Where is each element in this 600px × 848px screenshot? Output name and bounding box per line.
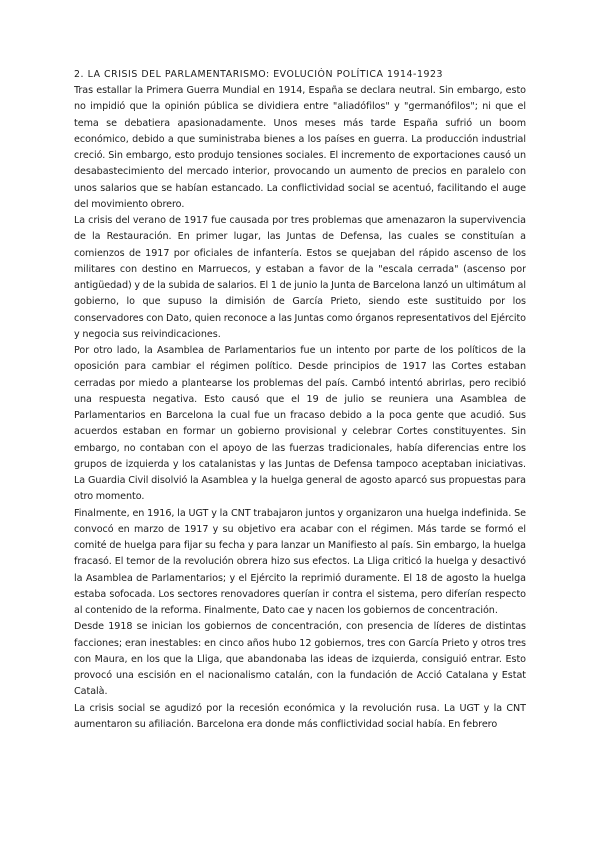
paragraph-general-strike: Finalmente, en 1916, la UGT y la CNT trabajaron juntos y organizaron una huelga indefinida. Se convocó en marzo de 1917 y su objetivo era acabar con el régimen. Más tarde se formó el comité de huelga para fijar su fecha y para lanzar un Manifiesto al país. Sin embargo, la huelga fracasó. El temor de la revolución obrera hizo sus efectos. La Lliga criticó la huelga y desactivó la Asamblea de Parlamentarios; y el Ejército la reprimió duramente. El 18 de agosto la huelga estaba sofocada. Los sectores renovadores querían ir contra el sistema, pero diferían respecto al contenido de la reforma. Finalmente, Dato cae y nacen los gobiernos de concentración. (74, 507, 526, 616)
section-heading: 2. LA CRISIS DEL PARLAMENTARISMO: EVOLUCIÓN POLÍTICA 1914-1923 (74, 69, 444, 80)
paragraph-parliamentary-assembly: Por otro lado, la Asamblea de Parlamentarios fue un intento por parte de los políticos de la oposición para cambiar el régimen político. Desde principios de 1917 las Cortes estaban cerradas por miedo a plantearse los problemas del país. Cambó intentó abrirlas, pero recibió una respuesta negativa. Esto causó que el 19 de julio se reuniera una Asamblea de Parlamentarios en Barcelona la cual fue un fracaso debido a la poca gente que acudió. Sus acuerdos estaban en formar un gobierno provisional y celebrar Cortes constituyentes. Sin embargo, no contaban con el apoyo de las fuerzas tradicionales, había diferencias entre los grupos de izquierda y los catalanistas y las Juntas de Defensa tampoco aceptaban iniciativas. La Guardia Civil disolvió la Asamblea y la huelga general de agosto aparcó sus propuestas para otro momento. (74, 345, 526, 503)
paragraph-social-crisis: La crisis social se agudizó por la recesión económica y la revolución rusa. La UGT y la CNT aumentaron su afiliación. Barcelona era donde más conflictividad social había. En febrero (74, 702, 526, 730)
document-page (74, 68, 526, 848)
paragraph-first-world-war: Tras estallar la Primera Guerra Mundial en 1914, España se declara neutral. Sin embargo, esto no impidió que la opinión pública se dividiera entre "aliadófilos" y "germanófilos"; ni que el tema se debatiera apasionadamente. Unos meses más tarde España sufrió un boom económico, debido a que suministraba bienes a los países en guerra. La producción industrial creció. Sin embargo, esto produjo tensiones sociales. El incremento de exportaciones causó un desabastecimiento del mercado interior, provocando un aumento de precios en paralelo con unos salarios que se habían estancado. La conflictividad social se acentuó, facilitando el auge del movimiento obrero. (74, 85, 526, 210)
paragraph-concentration-governments: Desde 1918 se inician los gobiernos de concentración, con presencia de líderes de distintas facciones; eran inestables: en cinco años hubo 12 gobiernos, tres con García Prieto y otros tres con Maura, en los que la Lliga, que abandonaba las ideas de izquierda, consiguió entrar. Esto provocó una escisión en el nacionalismo catalán, con la fundación de Acció Catalana y Estat Català. (74, 621, 526, 698)
paragraph-crisis-1917: La crisis del verano de 1917 fue causada por tres problemas que amenazaron la supervivencia de la Restauración. En primer lugar, las Juntas de Defensa, las cuales se constituían a comienzos de 1917 por oficiales de infantería. Estos se quejaban del rápido ascenso de los militares con destino en Marruecos, y estaban a favor de la "escala cerrada" (ascenso por antigüedad) y de la subida de salarios. El 1 de junio la Junta de Barcelona lanzó un ultimátum al gobierno, lo que supuso la dimisión de García Prieto, siendo este sustituido por los conservadores con Dato, quien reconoce a las Juntas como órganos representativos del Ejército y negocia sus reivindicaciones. (74, 215, 526, 340)
